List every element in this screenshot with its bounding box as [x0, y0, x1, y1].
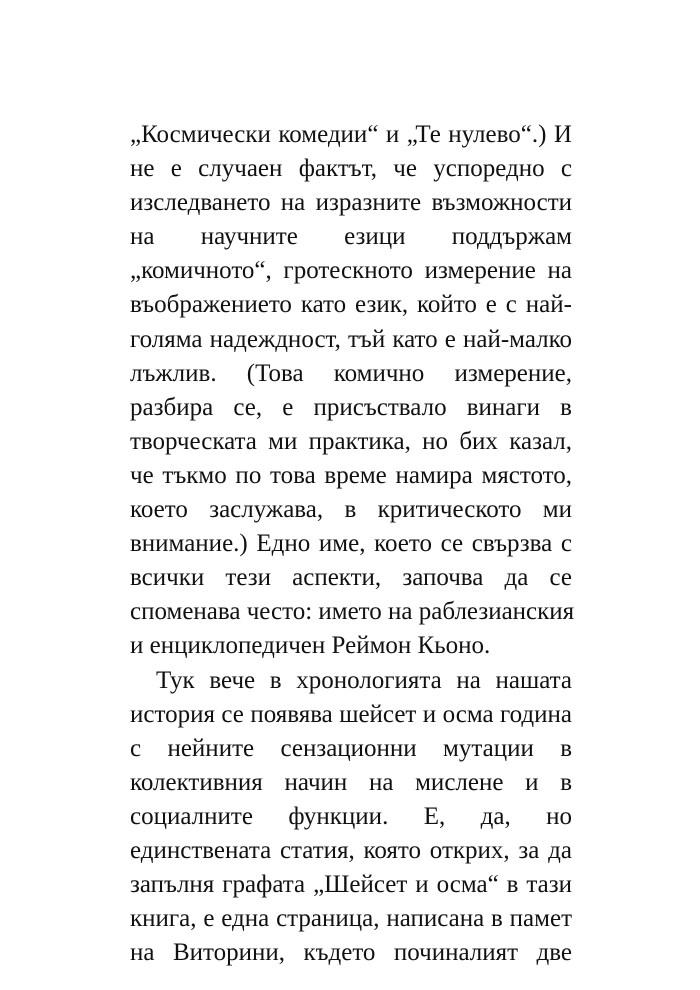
text-line: запълня графата „Шейсет и осма“ в тази [130, 871, 572, 899]
text-line: въображението като език, който е с най- [130, 291, 572, 319]
body-text [130, 118, 575, 970]
paragraph-end-line: и енциклопедичен Реймон Кьоно. [130, 632, 491, 660]
text-line: голяма надеждност, тъй като е най-малко [130, 325, 572, 353]
text-line: не е случаен фактът, че успоредно с [130, 155, 572, 183]
text-line: „Космически комедии“ и „Те нулево“.) И [130, 121, 572, 148]
text-line: социалните функции. Е, да, но [130, 802, 572, 830]
text-line: изследването на изразните възможности [130, 189, 572, 217]
text-line: колективния начин на мислене и в [130, 768, 572, 796]
text-line: което заслужава, в критическото ми [130, 496, 572, 524]
text-line: споменава често: името на раблезианския [130, 598, 575, 626]
text-line: внимание.) Едно име, което се свързва с [130, 530, 572, 558]
text-line: книга, е една страница, написана в памет [130, 905, 572, 933]
text-line: с нейните сензационни мутации в [130, 734, 572, 762]
text-line: на научните езици поддържам [130, 223, 572, 251]
text-line: „комичното“, гротескното измерение на [130, 257, 572, 285]
text-line: всички тези аспекти, започва да се [130, 564, 572, 592]
text-line: лъжлив. (Това комично измерение, [130, 359, 572, 387]
paragraph-start-line: Тук вече в хронологията на нашата [156, 666, 572, 694]
text-line: единствената статия, която открих, за да [130, 836, 572, 864]
text-line: творческата ми практика, но бих казал, [130, 427, 572, 455]
text-line: на Виторини, където починалият две [130, 939, 572, 967]
text-line: че тъкмо по това време намира мястото, [130, 461, 572, 489]
text-line: история се появява шейсет и осма година [130, 700, 572, 728]
text-line: разбира се, е присъствало винаги в [130, 393, 572, 421]
